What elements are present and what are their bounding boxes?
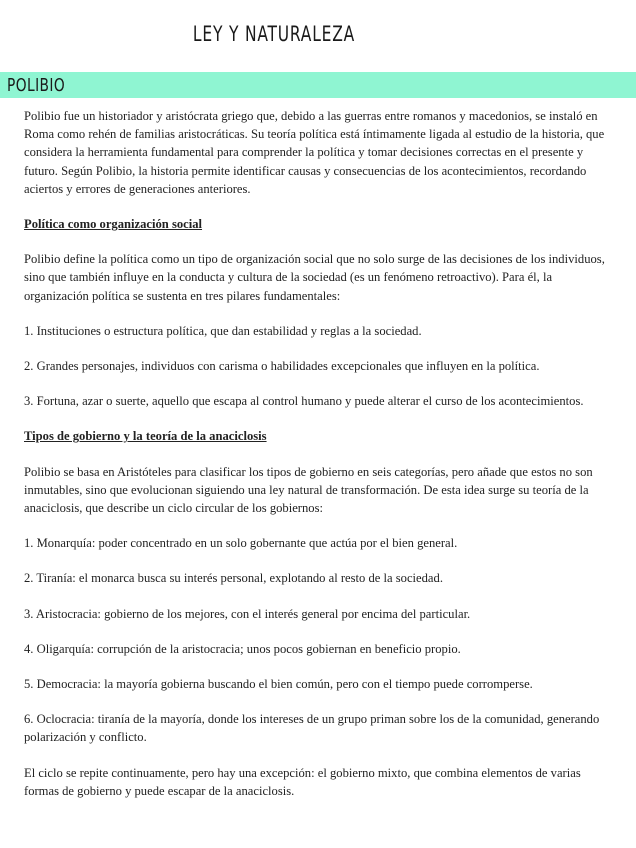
government-item: 3. Aristocracia: gobierno de los mejores, con el interés general por encima del particular.	[24, 606, 471, 621]
section-banner-label: POLIBIO	[7, 75, 66, 96]
heading-politica: Política como organización social	[24, 217, 203, 232]
politica-intro: Polibio define la política como un tipo de organización social que no solo surge de las decisiones de los individuos, sino que también influye en la conducta y cultura de la sociedad (es un fenómeno retroactivo). Para él, la organización política se sustenta en tres pilares fundamentales:	[24, 252, 605, 303]
government-item: 5. Democracia: la mayoría gobierna buscando el bien común, pero con el tiempo puede corromperse.	[24, 677, 533, 692]
pillar-item: 1. Instituciones o estructura política, que dan estabilidad y reglas a la sociedad.	[24, 323, 422, 338]
document-title: LEY Y NATURALEZA	[192, 22, 356, 46]
government-item: 6. Oclocracia: tiranía de la mayoría, donde los intereses de un grupo priman sobre los de la comunidad, generando polarización y conflicto.	[24, 712, 600, 745]
government-item: 2. Tiranía: el monarca busca su interés personal, explotando al resto de la sociedad.	[24, 571, 443, 586]
pillar-item: 2. Grandes personajes, individuos con carisma o habilidades excepcionales que influyen en la política.	[24, 359, 540, 374]
heading-tipos-gobierno: Tipos de gobierno y la teoría de la anaciclosis	[24, 429, 267, 444]
intro-paragraph: Polibio fue un historiador y aristócrata griego que, debido a las guerras entre romanos y macedonios, se instaló en Roma como rehén de familias aristocráticas. Su teoría política está íntimamente ligada al estudio de la historia, que considera la herramienta fundamental para comprender la política y tomar decisiones correctas en el presente y futuro. Según Polibio, la historia permite identificar causas y consecuencias de los acontecimientos, recordando aciertos y errores de generaciones anteriores.	[24, 109, 605, 196]
pillar-item: 3. Fortuna, azar o suerte, aquello que escapa al control humano y puede alterar el curso de los acontecimientos.	[24, 394, 584, 409]
section-banner	[0, 72, 636, 98]
tipos-intro: Polibio se basa en Aristóteles para clasificar los tipos de gobierno en seis categorías, pero añade que estos no son inmutables, sino que evolucionan siguiendo una ley natural de transformación. De esta idea surge su teoría de la anaciclosis, que describe un ciclo circular de los gobiernos:	[24, 464, 593, 516]
document-body	[24, 107, 614, 817]
closing-paragraph: El ciclo se repite continuamente, pero hay una excepción: el gobierno mixto, que combina elementos de varias formas de gobierno y puede escapar de la anaciclosis.	[24, 765, 581, 798]
government-item: 4. Oligarquía: corrupción de la aristocracia; unos pocos gobiernan en beneficio propio.	[24, 641, 461, 656]
government-item: 1. Monarquía: poder concentrado en un solo gobernante que actúa por el bien general.	[24, 536, 458, 551]
